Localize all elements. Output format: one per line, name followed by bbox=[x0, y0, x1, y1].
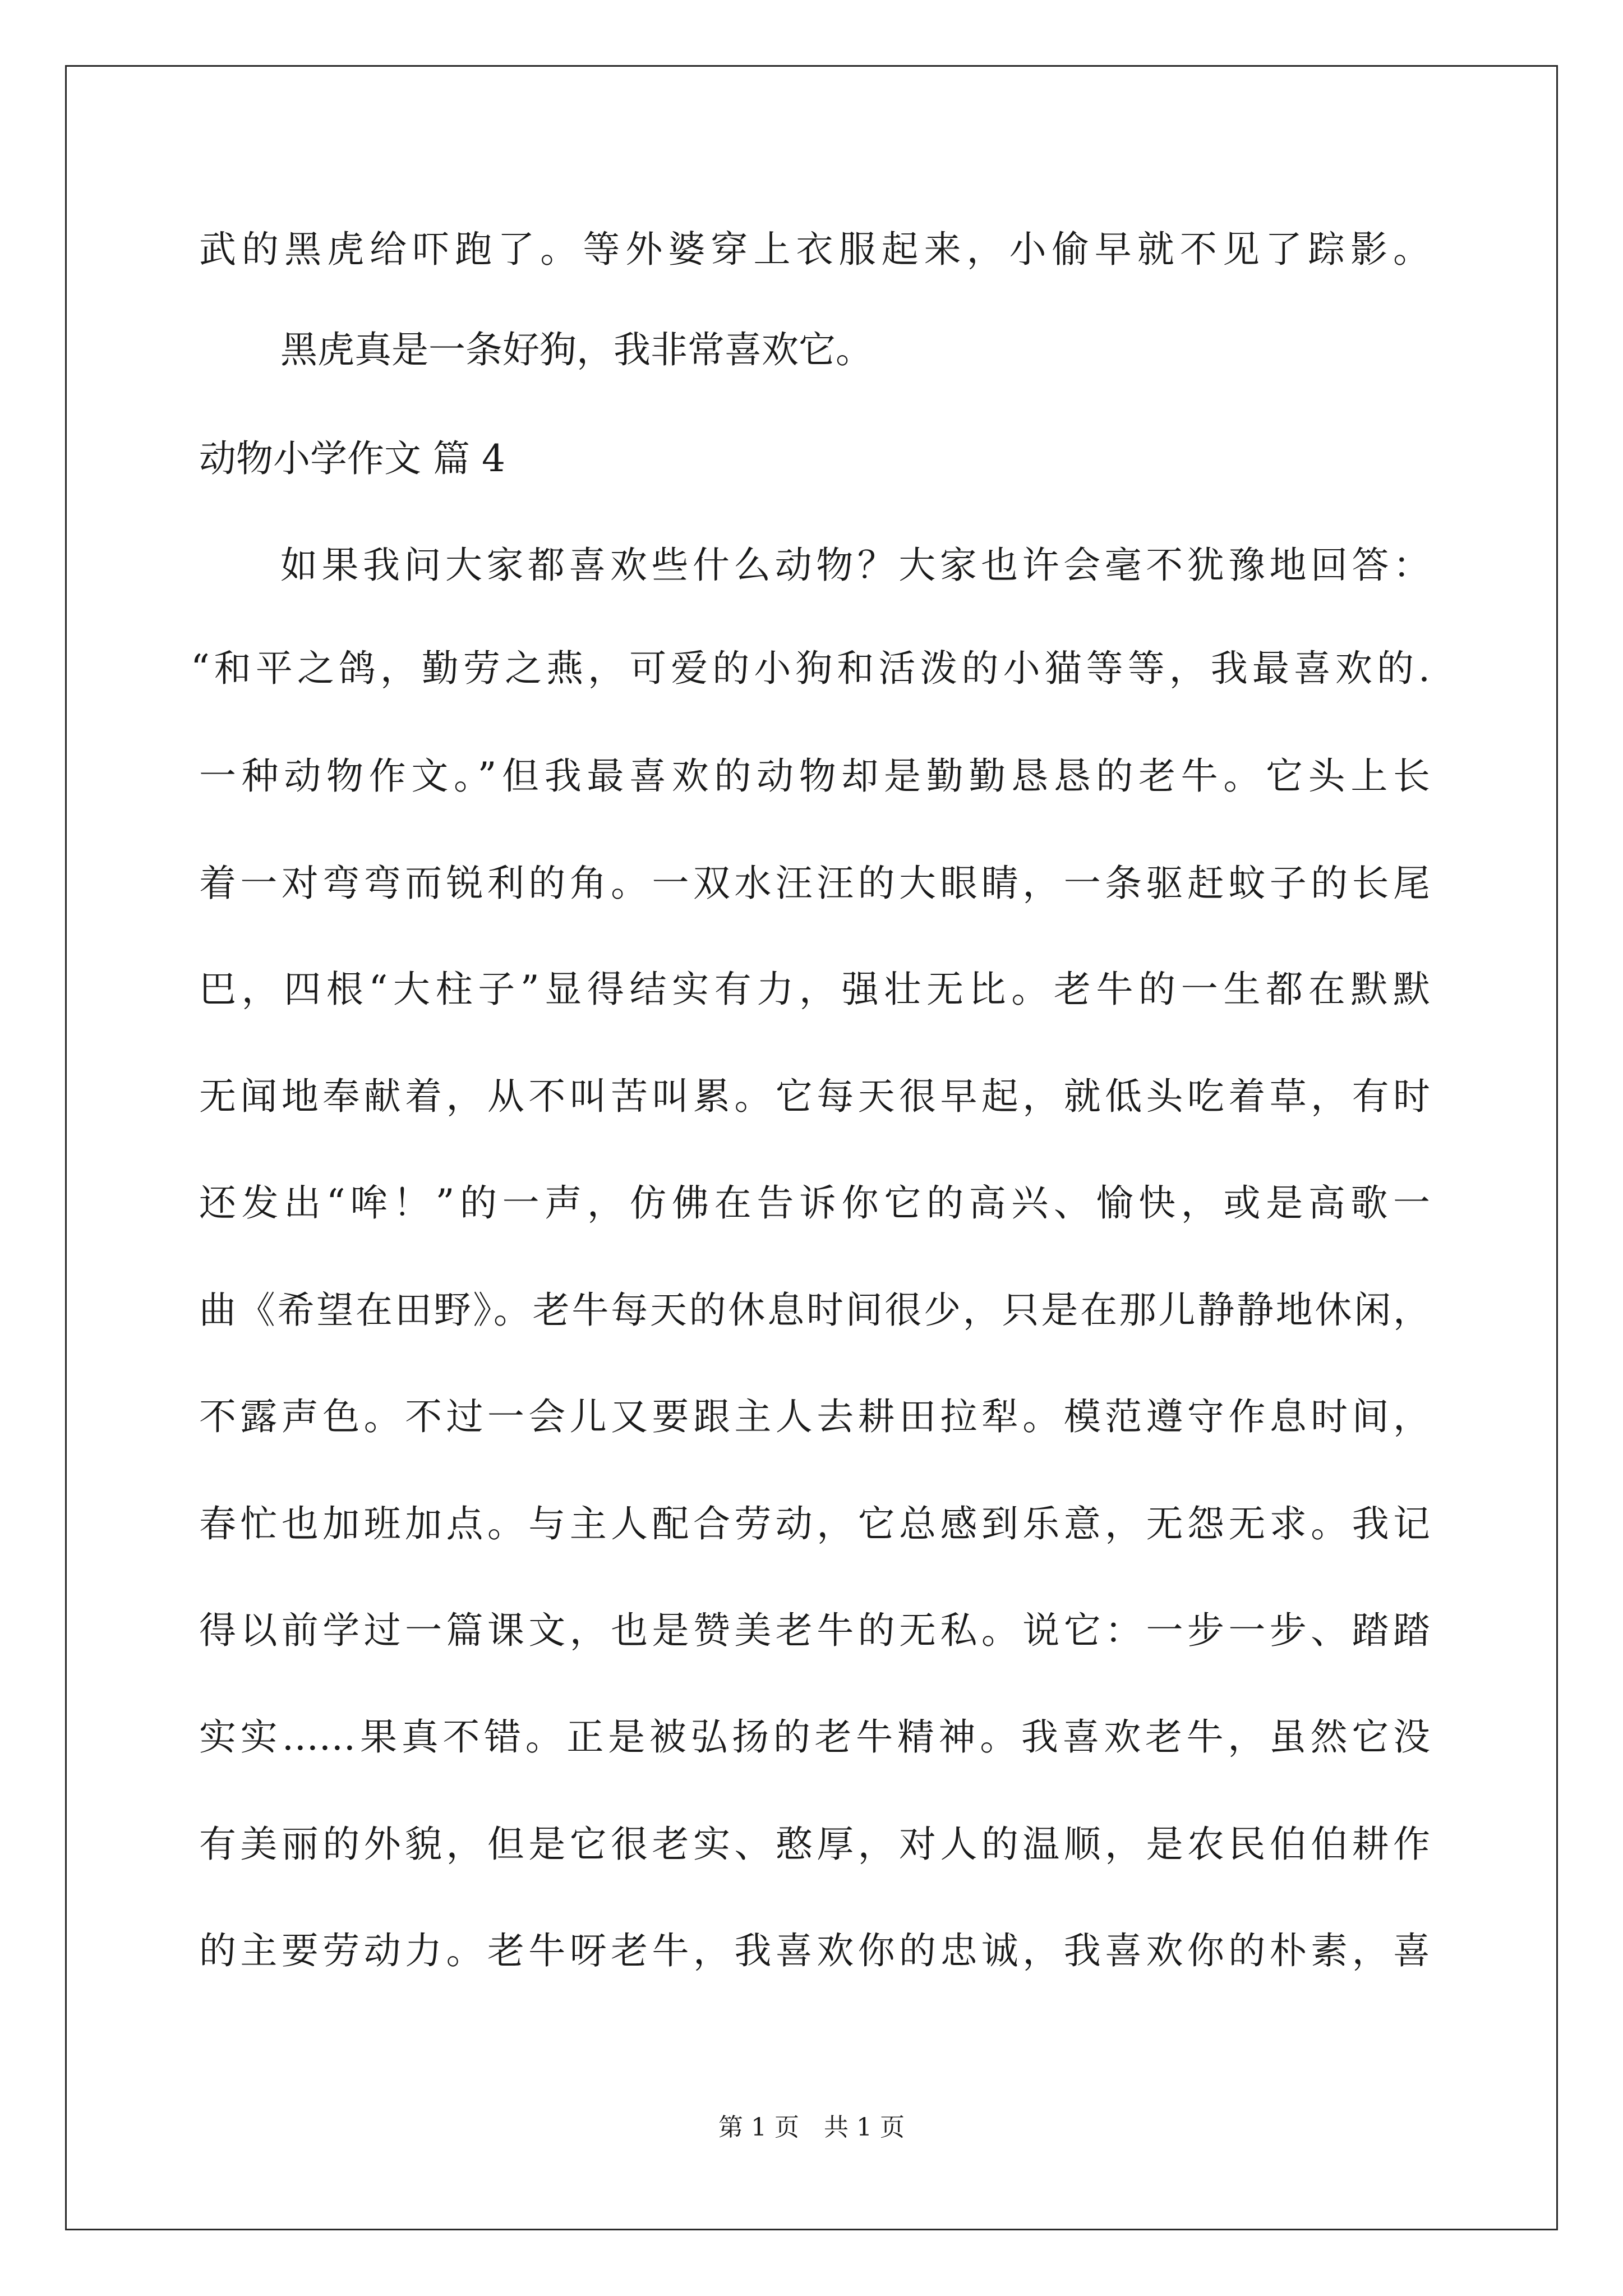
section-heading: 动物小学作文 篇 4 bbox=[199, 437, 505, 480]
text-line: 无闻地奉献着，从不叫苦叫累。它每天很早起，就低头吃着草，有时 bbox=[199, 1075, 1430, 1118]
text-line: 实实……果真不错。正是被弘扬的老牛精神。我喜欢老牛，虽然它没 bbox=[199, 1715, 1430, 1759]
text-line: 有美丽的外貌，但是它很老实、憨厚，对人的温顺，是农民伯伯耕作 bbox=[199, 1823, 1430, 1866]
text-line: 不露声色。不过一会儿又要跟主人去耕田拉犁。模范遵守作息时间， bbox=[199, 1395, 1430, 1438]
text-line: 一种动物作文。”但我最喜欢的动物却是勤勤恳恳的老牛。它头上长 bbox=[199, 754, 1430, 798]
text-line: 曲《希望在田野》。老牛每天的休息时间很少，只是在那儿静静地休闲， bbox=[199, 1289, 1430, 1332]
text-line: “和平之鸽，勤劳之燕，可爱的小狗和活泼的小猫等等，我最喜欢的. bbox=[191, 647, 1430, 690]
text-line: 着一对弯弯而锐利的角。一双水汪汪的大眼睛，一条驱赶蚊子的长尾 bbox=[199, 862, 1430, 905]
text-line: 的主要劳动力。老牛呀老牛，我喜欢你的忠诚，我喜欢你的朴素，喜 bbox=[199, 1929, 1430, 1972]
text-line: 巴，四根“大柱子”显得结实有力，强壮无比。老牛的一生都在默默 bbox=[199, 968, 1430, 1011]
page-border bbox=[65, 65, 1558, 2230]
text-line: 得以前学过一篇课文，也是赞美老牛的无私。说它：一步一步、踏踏 bbox=[199, 1609, 1430, 1652]
text-line: 春忙也加班加点。与主人配合劳动，它总感到乐意，无怨无求。我记 bbox=[199, 1502, 1430, 1545]
text-line: 如果我问大家都喜欢些什么动物？大家也许会毫不犹豫地回答： bbox=[280, 544, 1430, 587]
text-line: 黑虎真是一条好狗，我非常喜欢它。 bbox=[280, 328, 873, 371]
text-line: 还发出“哞！”的一声，仿佛在告诉你它的高兴、愉快，或是高歌一 bbox=[199, 1181, 1430, 1225]
text-line: 武的黑虎给吓跑了。等外婆穿上衣服起来，小偷早就不见了踪影。 bbox=[199, 228, 1430, 271]
page-number: 第 1 页 共 1 页 bbox=[718, 2113, 905, 2142]
